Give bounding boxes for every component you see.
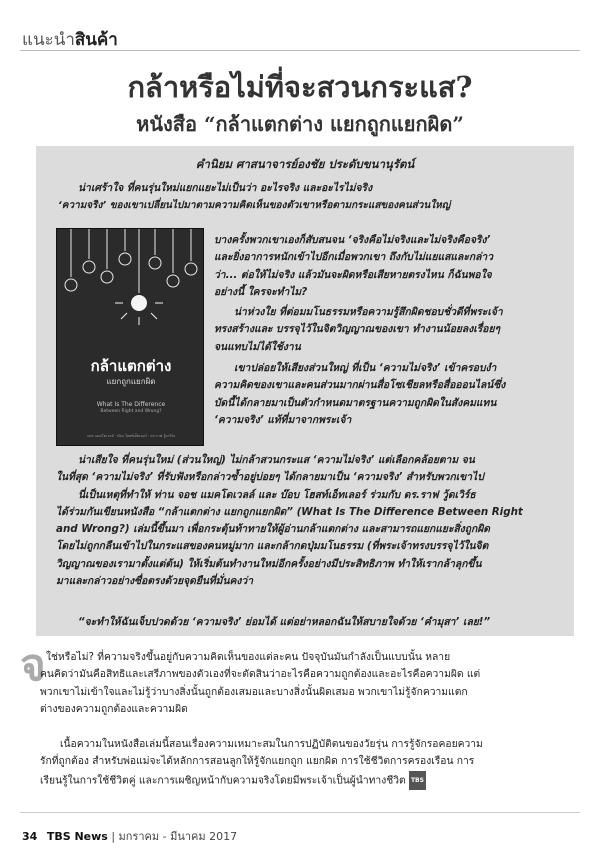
footer-separator: | [111,830,116,843]
text-line: ใช่หรือไม่? ที่ความจริงขึ้นอยู่กับความคิดเห็นของแต่ละคน ปัจจุบันมันกำลังเป็นแบบนั้น หลาย [46,651,451,663]
text-line: and Wrong?) เล่มนี้ขึ้นมา เพื่อกระตุ้นท้าทายให้ผู้อ่านกล้าแตกต่าง และสามารถแยกแยะสิ่งถูกผิด [56,523,490,536]
cover-english-subtitle: Between Right and Wrong? [100,409,162,414]
text-line: ต่างของความถูกต้องและความผิด [40,702,188,715]
top-rule [20,50,580,51]
cover-english-title: What Is The Difference [96,401,166,408]
intro-line: น่าเศร้าใจ ที่คนรุ่นใหม่แยกแยะไม่เป็นว่า อะไรจริง และอะไรไม่จริง [78,182,373,194]
text-line: ว่า... ต่อให้ไม่จริง แล้วมันจะผิดหรือเสียหายตรงไหน ก็ฉันพอใจ [214,268,492,281]
text-line: ความคิดของเขาและคนส่วนมากผ่านสื่อโซเชียลหรือสื่อออนไลน์ซึ่ง [214,379,506,392]
text-line: พวกเขาไม่เข้าใจและไม่รู้ว่าบางสิ่งนั้นถูกต้องเสมอและบางสิ่งนั้นผิดเสมอ พวกเขาไม่รู้จักความแตก [40,685,468,698]
subheadline: หนังสือ “กล้าแตกต่าง แยกถูกแยกผิด” [136,112,464,136]
text-line: บัดนี้ได้กลายมาเป็นตัวกำหนดมาตรฐานความถูกผิดในสังคมแทน [214,396,497,409]
headline: กล้าหรือไม่ที่จะสวนกระแส? [127,70,473,104]
text-line: และยิ่งอาการหนักเข้าไปอีกเมื่อพวกเขา ถึงกับไม่แยแสและกล่าว [214,251,493,264]
page-number: 34 [22,830,38,843]
book-cover-image [56,228,204,446]
text-line: รักที่ถูกต้อง สำหรับพ่อแม่จะได้หลักการสอนลูกให้รู้จักแยกถูก แยกผิด การใช้ชีวิตการครองเรือน การ [40,755,475,768]
text-line: นี่เป็นเหตุที่ทำให้ ท่าน จอช แมคโดเวลล์ และ บ๊อบ โฮสท์เอ็ทเลอร์ ร่วมกับ ดร.ราฟ วู้ดเวิร์ธ [78,488,476,501]
text-line: ได้ร่วมกันเขียนหนังสือ “กล้าแตกต่าง แยกถูกแยกผิด” (What Is The Difference Between Right [56,505,523,518]
text-line: วิญญาณของเรามาตั้งแต่ต้น) ให้เริ่มต้นทำงานใหม่อีกครั้งอย่างมีประสิทธิภาพ ทำให้เรากล้าลุกขึ้น [56,557,482,570]
publication-name: TBS News [46,830,108,843]
text-line: ทรงสร้างและ บรรจุไว้ในจิตวิญญาณของเขา ทำงานน้อยลงเรื่อยๆ [214,323,501,336]
text-line: จนแทบไม่ได้ใช้งาน [214,340,301,353]
intro-line: ‘ความจริง’ ของเขาเปลี่ยนไปมาตามความคิดเห็นของตัวเขาหรือตามกระแสของคนส่วนใหญ่ [58,200,451,212]
text-line: เขาปล่อยให้เสียงส่วนใหญ่ ที่เป็น ‘ความไม่จริง’ เข้าครอบงำ [234,362,497,374]
byline: คำนิยม ศาสนาจารย์องชัย ประดับขนานุรัตน์ [195,157,415,171]
intro-paragraph [58,180,568,215]
pull-quote: “จะทำให้ฉันเจ็บปวดด้วย ‘ความจริง’ ย่อมได้ แต่อย่าหลอกฉันให้สบายใจด้วย ‘คำมุสา’ เลย!” [78,616,491,628]
text-line: มาและกล่าวอย่างซื่อตรงด้วยจุดยืนที่มั่นคงว่า [56,575,253,588]
drop-cap: จ [20,640,46,691]
side-paragraph [214,232,570,301]
text-line: ‘ความจริง’ แท้ที่มาจากพระเจ้า [214,413,352,426]
footer [22,827,237,845]
text-line: น่าเสียใจ ที่คนรุ่นใหม่ (ส่วนใหญ่) ไม่กล้าสวนกระแส ‘ความไม่จริง’ แต่เลือกคล้อยตาม จน [78,454,475,466]
text-line: เนื้อความในหนังสือเล่มนี้สอนเรื่องความเหมาะสมในการปฏิบัติตนของวัยรุ่น การรู้จักรอคอยความ [60,738,483,750]
body-paragraph-2 [40,736,580,790]
cover-credit: จอช แมคโดเวลล์ · บ๊อบ โฮสท์เอ็ทเลอร์ · ดร.ราฟ วู้ดเวิร์ธ [86,434,176,438]
box-lower-paragraph [56,452,572,590]
footer-rule [20,812,580,813]
cover-subtitle: แยกถูกแยกผิด [106,377,156,386]
body-paragraph-1 [40,649,580,718]
text-line: ในที่สุด ‘ความไม่จริง’ ที่รับฟังหรือกล่าวซ้ำอยู่บ่อยๆ ได้กลายมาเป็น ‘ความจริง’ สำหรับพวกเขาไป [56,471,484,484]
text-line: บางครั้งพวกเขาเองก็สับสนจน ‘จริงคือไม่จริงและไม่จริงคือจริง’ [214,234,491,246]
cover-title: กล้าแตกต่าง [90,357,172,375]
text-line: โดยไม่ถูกกลืนเข้าไปในกระแสของคนหมู่มาก และกล้ากดปุ่มมโนธรรม (ที่พระเจ้าทรงบรรจุไว้ในจิต [56,540,489,553]
issue-date: มกราคม - มีนาคม 2017 [118,830,238,843]
text-line: เรียนรู้ในการใช้ชีวิตคู่ และการเผชิญหน้ากับความจริงโดยมีพระเจ้าเป็นผู้นำทางชีวิต TBS [40,771,580,790]
side-paragraph [214,304,570,356]
end-mark-logo: TBS [409,771,426,790]
section-label: แนะนำสินค้า [22,30,118,50]
text-line: คนคิดว่ามันคือสิทธิและเสรีภาพของตัวเองที่จะตัดสินว่าอะไรคือความถูกต้องและอะไรคือความผิด แต่ [40,668,481,681]
text-line: อย่างนี้ ใครจะทำไม? [214,285,308,298]
text-line: น่าห่วงใย ที่ต่อมมโนธรรมหรือความรู้สึกผิดชอบชั่วดีที่พระเจ้า [234,306,503,318]
side-paragraph [214,360,570,429]
